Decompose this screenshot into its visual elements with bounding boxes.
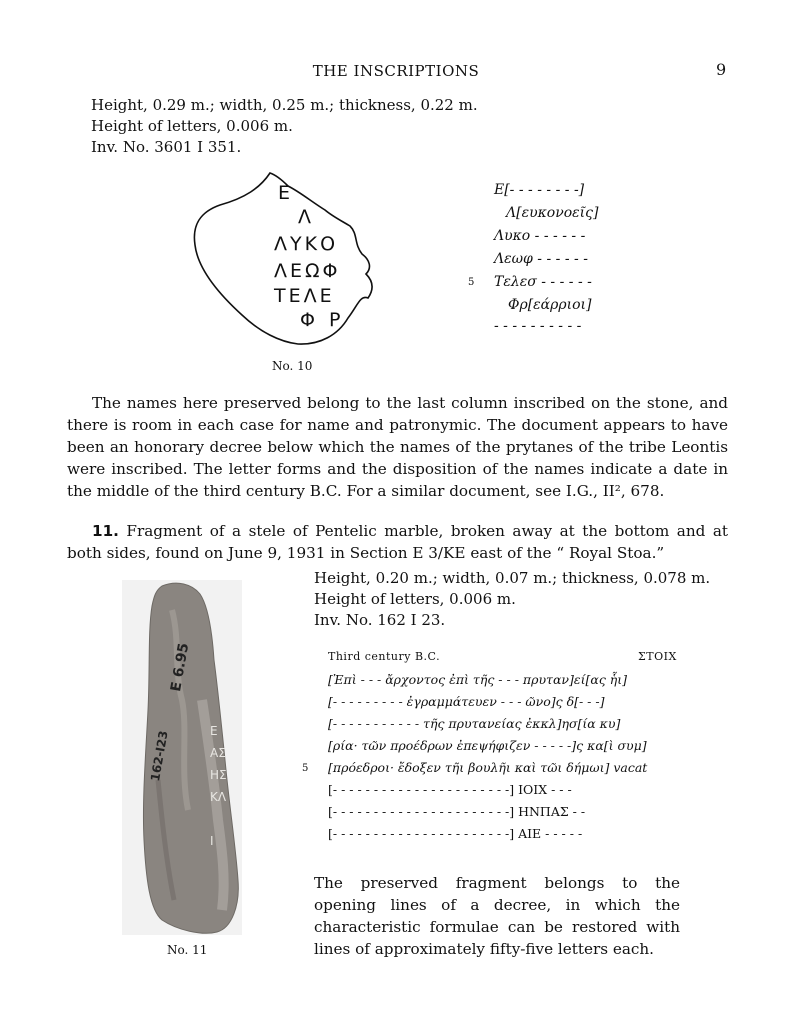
- no10-stone-drawing: [190, 170, 390, 350]
- no10-dimensions: Height, 0.29 m.; width, 0.25 m.; thickness, 0.22 m.: [91, 96, 478, 114]
- no11-intro: [67, 520, 728, 564]
- stone-line-6: ΦΡ: [300, 309, 355, 331]
- no10-inventory: Inv. No. 3601 I 351.: [91, 138, 242, 156]
- no10-commentary: The names here preserved belong to the last column inscribed on the stone, and there is room in each case for name and patronymic. The document appears to have been an honorary decree below which the names of the prytanes of the tribe Leontis were inscribed. The letter forms and the disposition of the names indicate a date in the middle of the third century B.C. For a similar document, see I.G., II², 678.: [67, 394, 728, 500]
- no10-transcription: [468, 182, 628, 332]
- stone-line-1: Ε: [278, 182, 291, 204]
- line-number: 5: [302, 763, 309, 774]
- stone-line-3: ΛΥΚΟ: [274, 233, 339, 255]
- text-line-2: [- - - - - - - - - ἐγραμμάτευεν - - - ῶνο]ς δ[- - -]: [328, 694, 605, 709]
- date-label: Third century B.C.: [328, 650, 441, 663]
- stone-line-2: Λ: [298, 206, 311, 228]
- no11-transcription: [300, 648, 690, 841]
- text-line-8: [- - - - - - - - - - - - - - - - - - - - - -] ΑΙΕ - - - - -: [328, 826, 583, 841]
- page-number: 9: [716, 60, 727, 79]
- photo-label-2: 162-Ι23: [148, 729, 171, 783]
- trans-line-4: Λεωφ - - - - - -: [494, 251, 588, 267]
- no11-letter-height: Height of letters, 0.006 m.: [314, 590, 516, 608]
- trans-line-6: Φρ[εάρριοι]: [508, 297, 592, 313]
- no11-photo: [122, 580, 242, 935]
- trans-line-7: - - - - - - - - - -: [494, 318, 582, 334]
- no10-letter-height: Height of letters, 0.006 m.: [91, 117, 293, 135]
- text-line-4: [ρία· τῶν προέδρων ἐπεψήφιζεν - - - - -]ς κα[ὶ συμ]: [328, 738, 647, 753]
- no11-commentary: The preserved fragment belongs to the opening lines of a decree, in which the characteristic formulae can be restored with lines of approximately fifty-five letters each.: [314, 874, 680, 958]
- photo-label-1: Ε 6.95: [168, 641, 193, 693]
- stone-line-4: ΛΕΩΦ: [274, 260, 341, 282]
- trans-line-2: Λ[ευκονοεῖς]: [506, 205, 599, 221]
- stone-line-5: ΤΕΛΕ: [274, 285, 335, 307]
- photo-inscription-letters: Ε ΑΣ ΗΣ ΚΛ Ι: [210, 724, 227, 848]
- no11-number: 11.: [92, 522, 119, 540]
- text-line-1: [Ἐπὶ - - - ἄρχοντος ἐπὶ τῆς - - - πρυταν]εί[ας ἧι]: [328, 672, 628, 687]
- trans-line-1: Ε[- - - - - - - -]: [494, 182, 585, 198]
- text-line-3: [- - - - - - - - - - - τῆς πρυτανείας ἐκκλ]ησ[ία κυ]: [328, 716, 621, 731]
- text-line-7: [- - - - - - - - - - - - - - - - - - - - - -] ΗΝΠΑΣ - -: [328, 804, 586, 819]
- running-header: THE INSCRIPTIONS: [312, 62, 480, 80]
- text-line-6: [- - - - - - - - - - - - - - - - - - - - - -] ΙΟΙΧ - - -: [328, 782, 572, 797]
- no10-caption: No. 10: [272, 359, 313, 373]
- stoich-label: ΣΤΟΙΧ: [638, 650, 677, 663]
- line-number: 5: [468, 277, 475, 288]
- no11-caption: No. 11: [167, 943, 208, 957]
- text-line-5: [πρόεδροι· ἔδοξεν τῆι βουλῆι καὶ τῶι δήμωι] vacat: [328, 760, 648, 775]
- no11-intro-text: Fragment of a stele of Pentelic marble, broken away at the bottom and at both sides, found on June 9, 1931 in Section Ε 3/ΚΕ east of the “ Royal Stoa.”: [67, 522, 729, 562]
- trans-line-3: Λυκο - - - - - -: [494, 228, 586, 244]
- no11-inventory: Inv. No. 162 I 23.: [314, 611, 446, 629]
- trans-line-5: Τελεσ - - - - - -: [494, 274, 592, 290]
- no11-dimensions: Height, 0.20 m.; width, 0.07 m.; thickness, 0.078 m.: [314, 569, 711, 587]
